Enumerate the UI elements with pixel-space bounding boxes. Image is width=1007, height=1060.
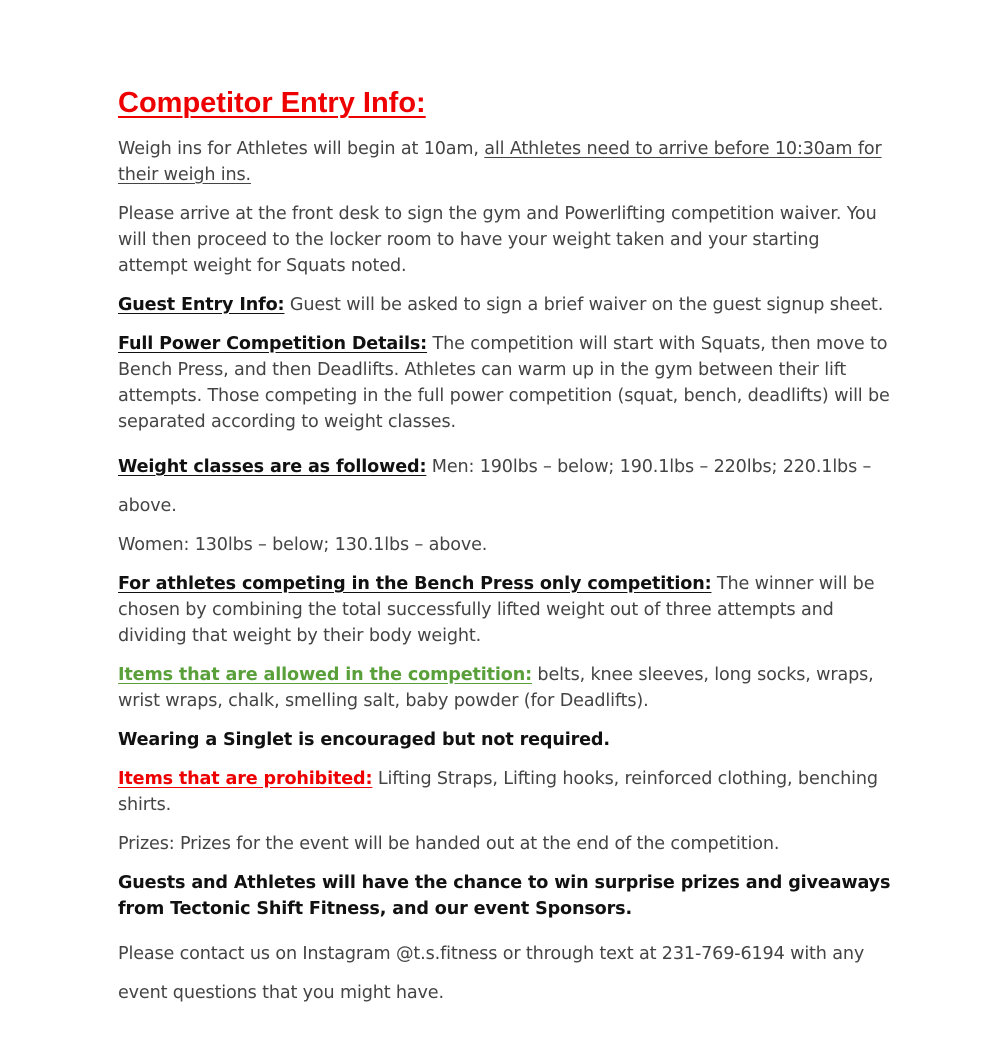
arrival-paragraph: Please arrive at the front desk to sign the gym and Powerlifting competition waiver. You will then proceed to the locker room to have your weight taken and your starting attempt weight for Squats noted. [118,204,877,276]
weigh-ins-text: Weigh ins for Athletes will begin at 10am, [118,139,485,159]
weight-classes-paragraph [118,448,893,526]
page-title: Competitor Entry Info: [118,87,426,119]
document-page [118,84,893,1013]
weight-classes-label: Weight classes are as followed: [118,457,427,477]
prohibited-items-label: Items that are prohibited: [118,769,373,789]
bench-only-paragraph [118,571,893,649]
prizes-paragraph: Prizes: Prizes for the event will be handed out at the end of the competition. [118,834,780,854]
singlet-note: Wearing a Singlet is encouraged but not required. [118,730,610,750]
guest-entry-text: Guest will be asked to sign a brief waiver on the guest signup sheet. [284,295,884,315]
contact-paragraph: Please contact us on Instagram @t.s.fitness or through text at 231-769-6194 with any event questions that you might have. [118,944,865,1003]
prohibited-items-paragraph [118,766,893,818]
allowed-items-label: Items that are allowed in the competition: [118,665,532,685]
bench-only-label: For athletes competing in the Bench Press only competition: [118,574,712,594]
weigh-ins-paragraph [118,136,893,188]
weight-classes-women: Women: 130lbs – below; 130.1lbs – above. [118,535,488,555]
allowed-items-text: belts, knee sleeves, long socks, wraps, wrist wraps, chalk, smelling salt, baby powder (for Deadlifts). [118,665,874,711]
full-power-label: Full Power Competition Details: [118,334,428,354]
bench-only-text: The winner will be chosen by combining the total successfully lifted weight out of three attempts and dividing that weight by their body weight. [118,574,875,646]
guest-entry-label: Guest Entry Info: [118,295,285,315]
prohibited-items-text: Lifting Straps, Lifting hooks, reinforced clothing, benching shirts. [118,769,878,815]
full-power-paragraph [118,331,893,435]
giveaways-paragraph: Guests and Athletes will have the chance to win surprise prizes and giveaways from Tectonic Shift Fitness, and our event Sponsors. [118,873,891,919]
guest-entry-paragraph [118,292,893,318]
allowed-items-paragraph [118,662,893,714]
weigh-ins-deadline: all Athletes need to arrive before 10:30am for their weigh ins. [118,139,882,185]
full-power-text: The competition will start with Squats, then move to Bench Press, and then Deadlifts. Athletes can warm up in the gym between their lift attempts. Those competing in the full power competition (squat, bench, deadlifts) will be separated according to weight classes. [118,334,890,432]
weight-classes-men: Men: 190lbs – below; 190.1lbs – 220lbs; 220.1lbs – above. [118,457,872,516]
